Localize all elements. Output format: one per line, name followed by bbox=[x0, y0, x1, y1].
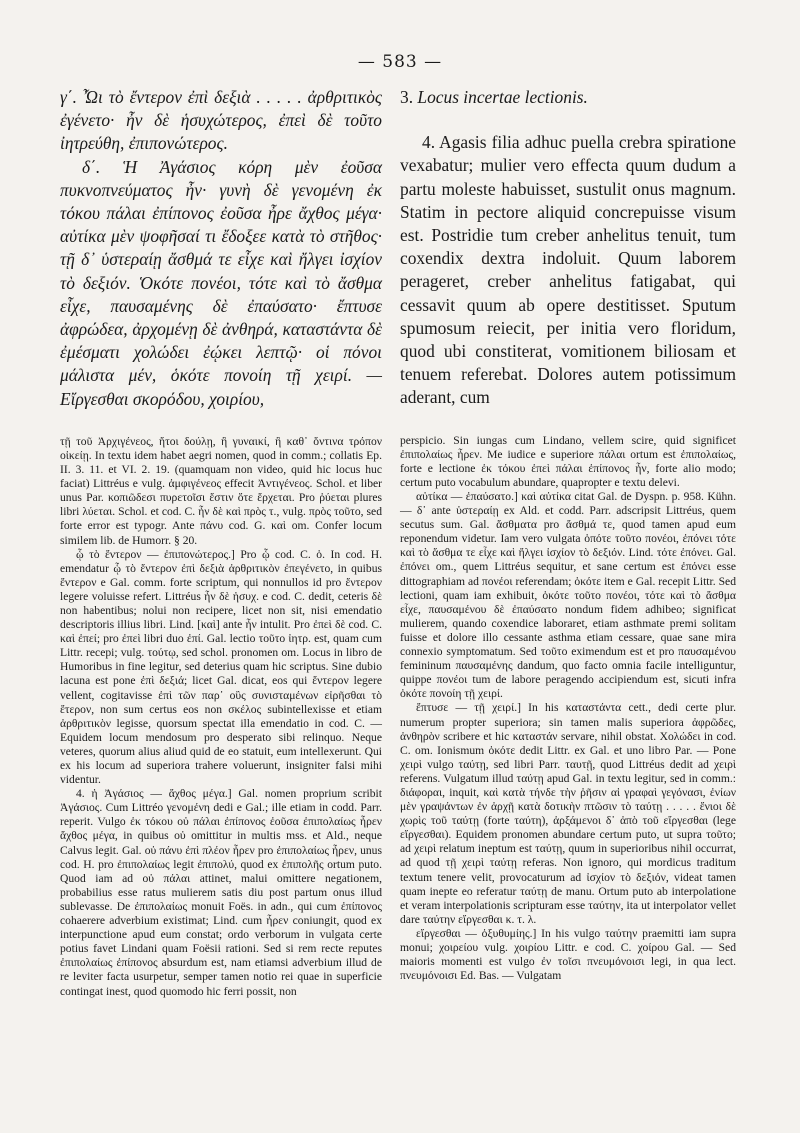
greek-section-4: δ΄. Ἡ Ἀγάσιος κόρη μὲν ἐοῦσα πυκνοπνεύματος ἦν· γυνὴ δὲ γενομένη ἐκ τόκου πάλαι ἐπίπονος ἐοῦσα ἦρε ἄχθος μέγα· αὐτίκα μὲν ψοφῆσαί τι ἔδοξεε κατὰ τὸ στῆθος· τῇ δ᾽ ὑστεραίῃ ἄσθμά τε εἶχε καὶ ἤλγει ἰσχίον τὸ δεξιόν. Ὁκότε πονέοι, τότε καὶ τὸ ἄσθμα εἶχε, παυσαμένης δὲ ἐπαύσατο· ἔπτυσε ἀφρώδεα, ἀρχομένῃ δὲ ἀνθηρά, καταστάντα δὲ ἐμέσματι χολώδει ἐῴκει λεπτῷ· οἱ πόνοι μάλιστα μέν, ὁκότε πονοίη τῇ χειρί. — Εἴργεσθαι σκορόδου, χοιρίου, bbox=[60, 156, 382, 409]
greek-main-text bbox=[60, 86, 382, 411]
greek-section-3: γ΄. Ὦι τὸ ἔντερον ἐπὶ δεξιὰ . . . . . ἀρθριτικὸς ἐγένετο· ἦν δὲ ἡσυχώτερος, ἐπεὶ δὲ τοῦτο ἰητρεύθη, ἐπιπονώτερος. bbox=[60, 87, 382, 154]
left-column bbox=[60, 86, 382, 999]
footnote-paragraph: ᾧ τὸ ἔντερον — ἐπιπονώτερος.] Pro ᾧ cod. C. ὁ. In cod. H. emendatur ᾧ τὸ ἔντερον ἐπὶ δεξιὰ ἀρθριτικὸν ἐπεγένετο, in quibus ἔντερον e Gal. comm. forte scriptum, qui nonnullos id pro ἔντερον legere voluisse refert. Littréus ἦν δὲ ἡσυχ. e cod. C. dedit, ceteris δὲ non habentibus; nolui non recipere, licet non sit, nisi emendatio descriptoris illius libri. Lind. [καὶ] ante ἦν intulit. Pro ἐπεὶ δὲ cod. C. καὶ ἐπεί; pro ἐπεὶ libri duo ἐπί. Gal. lectio τοῦτο ἰητρ. est, quam cum Littr. recepi; vulg. τούτῳ, sed schol. pronomen om. Locus in libro de Humoribus in fine legitur, sed deterius quam hic scriptus. Sine dubio lacuna est pone ἐπὶ δεξιά; licet Gal. dicat, eos qui ἔντερον legere vellent, cogitavisse ἐπὶ τῶν παρ᾽ οὓς συνισταμένων εἰρῆσθαι τὸ ἔτερον, non sum certus eos non σκέλος subintellexisse et etiam ἀρθριτικὸν legisse, quorsum spectat illa emendatio in cod. C. — Equidem locum mendosum pro desperato sibi relinquo. Neque veteres, quorum alius aliud quid de eo statuit, eum intellexerunt. Qui ex his locum ad superiora trahere voluerunt, insigniter falsi mihi videntur. bbox=[60, 547, 382, 787]
footnote-paragraph: perspicio. Sin iungas cum Lindano, vellem scire, quid significet ἐπιπολαίως ἦρεν. Me iudice e superiore πάλαι ortum est ἐπιπολαίως, forte e lectione ἐκ τόκου ἐπεὶ πάλαι ἐπίπονος ἦν, forte alio modo; certum puto vocabulum abundare, quapropter e textu delevi. bbox=[400, 433, 736, 489]
footnote-paragraph: εἴργεσθαι — ὀξυθυμίης.] In his vulgo ταύτην praemitti iam supra monui; χοιρείου vulg. χοιρίου Littr. e cod. C. χοίρου Gal. — Sed maioris momenti est vulgo ἐν τοῖσι πνευμόνοισι legi, in qua lect. πνευμόνοισι Ed. Bas. — Vulgatam bbox=[400, 926, 736, 983]
section-title: Locus incertae lectionis. bbox=[417, 87, 588, 107]
footnote-paragraph: ἔπτυσε — τῇ χειρί.] In his καταστάντα cett., dedi certe plur. numerum propter superiora; sin tamen malis superiora ἀφρῶδες, ἀνθηρὸν scribere et hic καταστάν servare, nihil obstat. Χολώδει in cod. C. om. Ionismum ὁκότε dedit Littr. ex Gal. et uno libro Par. — Pone χειρὶ vulgo ταύτῃ, sed libri Parr. ταυτῇ, quod Littréus dedit ad χειρὶ referens. Vulgatum illud ταύτῃ apud Gal. in textu legitur, sed in comm.: διάφοραι, inquit, καὶ κατὰ τήνδε τὴν ῥῆσιν αἱ γραφαὶ γεγόνασι, ἐνίων μὲν γραψάντων ἐν ἀρχῇ κατὰ δοτικὴν πτῶσιν τὸ ταύτῃ . . . . . ἔνιοι δὲ χωρὶς τοῦ ταύτῃ (forte ταύτη), ἀρξάμενοι δ᾽ ἀπὸ τοῦ εἴργεσθαι (lege εἴργεσθαι). Equidem pronomen abundare certum puto, ut supra τοῦτο; ad χειρὶ relatum ineptum est ταύτῃ, quum in superioribus nihil occurrat, ad quod τῇ χειρὶ ταύτῃ referas. Non ignoro, qui mordicus traditum textum tenere velit, provocaturum ad ἰσχίον τὸ δεξιόν, videat tamen quam inepte eo referatur ταύτῃ de manu. Ortum puto ab interpolatione et veram interpolationis scripturam esse ταύτην, ita ut interpolator vellet dare ταύτην εἴργεσθαι κ. τ. λ. bbox=[400, 701, 736, 926]
latin-section-3 bbox=[400, 86, 736, 109]
footnote-paragraph: αὐτίκα — ἐπαύσατο.] καὶ αὐτίκα citat Gal. de Dyspn. p. 958. Kühn. — δ᾽ ante ὑστεραίῃ ex Ald. et codd. Parr. adscripsit Littréus, quem secutus sum. Gal. ἄσθματα pro ἄσθμά τε, quod tamen apud eum reponendum videtur. Iam vero vulgata ὁπότε τοῦτο πονέοι, ἐπόνει τότε καὶ τὸ ἄσθμα τε εἶχε καὶ ἤλγει ἰσχίον τὸ δεξιόν. Lind. τότε ἐπόνει. Gal. ἐπόνει om., quem Littréus sequitur, et sane certum est ἐπόνει esse dittographiam ad πονέοι referendam; ὁκότε item e Gal. recepit Littr. Sed lectioni, quam iam exhibuit, ὁκότε τοῦτο πονέοι, τότε καὶ τὸ ἄσθμα εἶχε, παυσαμένου δὲ ἐπαύσατο nondum fidem adhibeo; significat mulierem, quando coxendice laboraret, etiam asthmate premi solitam fuisse et dolore illo cessante asthma etiam cessare, quae sane mira connexio symptomatum. Sed τοῦτο eximendum est et pro παυσαμένου femininum παυσαμένης dandum, quo facto omnia facile intelliguntur, quippe πονέοι tum de labore peragendo accipiendum est, sicuti infra ὁκότε πονοίη τῇ χειρί. bbox=[400, 490, 736, 701]
footnote-paragraph: τῇ τοῦ Ἀρχιγένεος, ἤτοι δούλῃ, ἢ γυναικί, ἢ καθ᾽ ὅντινα τρόπον οἰκείῃ. In textu idem habet aegri nomen, quod in comm.; collatis Ep. II. 3. 11. et VI. 2. 19. (quamquam non video, quid hic locus huc faciat) Littréus e vulg. ἀμφιγένεος effecit Ἀντιγένεος. Schol. et liber unus Par. κοπιῶδεσι πυρετοῖσι ἔστιν ὅτε ἔρχεται. Pro ῥύεται plures libri λύεται. Schol. et cod. C. ἦν δὲ καὶ πρὸς τ., vulg. πρὸς τοῦτο, sed forte error est typogr. Ante πάνυ cod. G. καὶ om. Confer locum similem lib. de Humorr. § 20. bbox=[60, 434, 382, 547]
right-column bbox=[400, 86, 736, 983]
latin-section-4: 4. Agasis filia adhuc puella crebra spiratione vexabatur; mulier vero effecta quum dudum a partu moleste habuisset, sustulit onus magnum. Statim in pectore aliquid concrepuisse visum est. Postridie tum creber anhelitus tenuit, tum coxendix dextra indoluit. Quum laborem perageret, creber anhelitus fatigabat, qui cessavit quum ab opere destitisset. Sputum spumosum reiecit, per initia vero floridum, quod ubi constiterat, vomitionem biliosam et tenuem referebat. Dolores autem potissimum aderant, cum bbox=[400, 132, 736, 408]
latin-main-text bbox=[400, 131, 736, 409]
right-footnotes bbox=[400, 434, 736, 984]
section-number: 3. bbox=[400, 87, 414, 107]
page-number: — 583 — bbox=[357, 52, 443, 72]
left-footnotes bbox=[60, 435, 382, 999]
footnote-paragraph: 4. ἡ Ἀγάσιος — ἄχθος μέγα.] Gal. nomen proprium scribit Ἀγάσιος. Cum Littréo γενομένη dedi e Gal.; ille etiam in codd. Parr. reperit. Vulgo ἐκ τόκου οὐ πάλαι ἐπίπονος ἐοῦσα ἐπιπολαίως ἦρεν ἄχθος μέγα, in quibus οὐ omittitur in multis mss. et Ald., neque Calvus legit. Gal. οὐ πάνυ ἐπὶ πλέον ἦρεν pro ἐπιπολαίως ἦρεν, unus cod. H. pro ἐπιπολαίως legit ἐπιπολύ, quod ex ἐπιπολῆς ortum puto. Quod iam ad οὐ πάλαι attinet, malui omittere negationem, probabilius esse ratus mulierem satis diu post partum onus illud sublevasse. De ἐπιπολαίως monuit Foës. in adn., qui cum ἐπίπονος cohaerere adverbium existimat; Lind. cum ἦρεν coniungit, quod ex interpunctione apud eum constat; ordo verborum in vulgata certe potius favet Lindani quam Foësii rationi. Sed si rem recte reputes ἐπιπολαίως ἐπίπονος absurdum est, nam etiamsi adverbium illud de re leviter facta usurpetur, semper tamen notio rei quae in superficie contingat inest, quod quomodo hic ferri possit, non bbox=[60, 787, 382, 998]
